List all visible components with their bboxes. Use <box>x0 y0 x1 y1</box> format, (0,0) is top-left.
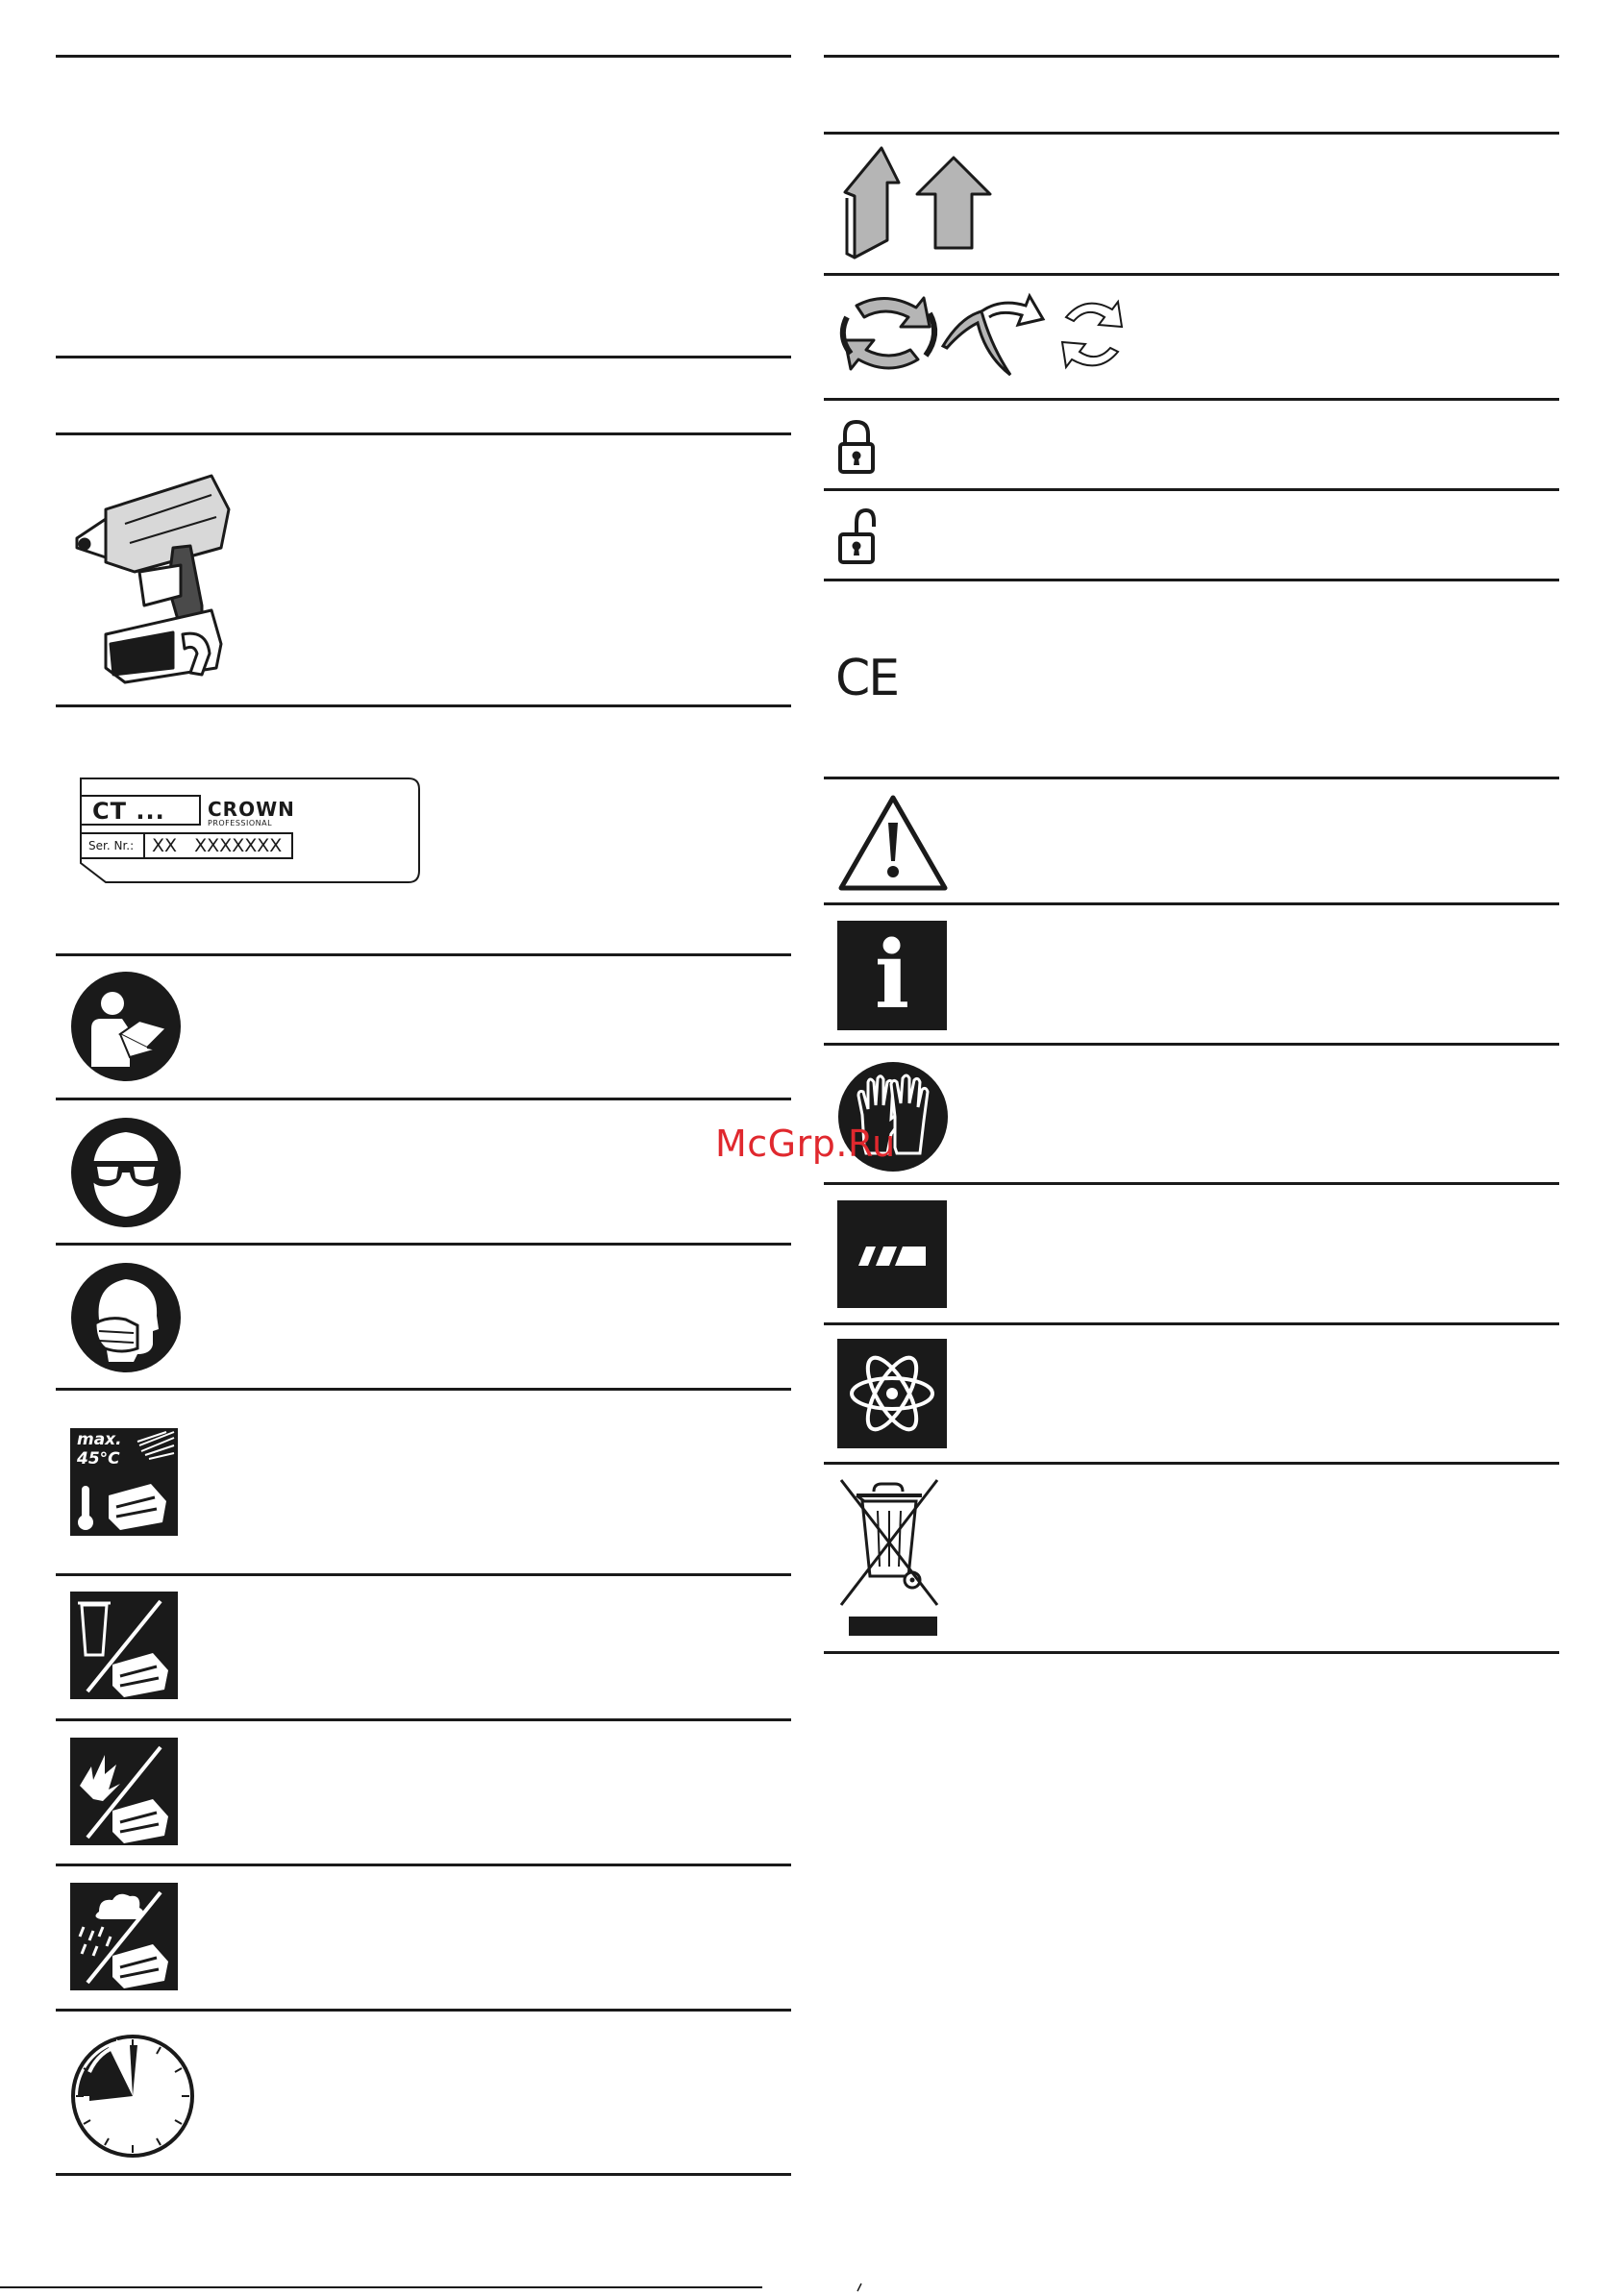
no-household-waste-icon <box>70 1592 178 1699</box>
divider <box>824 55 1559 58</box>
ce-mark-text: CE <box>835 650 899 707</box>
speed-up-arrows-icon <box>837 144 1010 263</box>
rating-label-icon <box>67 777 421 884</box>
ce-mark-icon <box>835 650 903 707</box>
label-brand: CROWN <box>208 798 295 821</box>
divider <box>56 1864 791 1866</box>
info-glyph: i <box>874 921 910 1029</box>
divider <box>824 1651 1559 1654</box>
divider <box>824 273 1559 276</box>
divider <box>56 432 791 435</box>
max-temp-line1: max. <box>77 1430 122 1449</box>
divider <box>56 1098 791 1100</box>
divider <box>56 1243 791 1246</box>
footer-mark <box>856 2278 865 2287</box>
lock-open-icon <box>837 507 876 565</box>
read-manual-icon <box>70 971 182 1082</box>
lock-closed-icon <box>837 419 876 475</box>
label-brand-sub: PROFESSIONAL <box>208 819 273 827</box>
label-serial-value: XX XXXXXXX <box>152 835 283 856</box>
atom-icon <box>837 1339 947 1448</box>
divider <box>56 1573 791 1576</box>
watermark: McGrp.Ru <box>715 1123 896 1165</box>
divider <box>56 356 791 358</box>
no-rain-icon <box>70 1883 178 1990</box>
max-temp-line2: 45°C <box>77 1449 120 1469</box>
divider <box>824 132 1559 135</box>
divider <box>56 953 791 956</box>
divider <box>824 579 1559 581</box>
divider <box>824 1182 1559 1185</box>
no-fire-icon <box>70 1738 178 1845</box>
divider <box>56 2173 791 2176</box>
label-serial-label: Ser. Nr.: <box>88 839 135 852</box>
divider <box>56 2009 791 2012</box>
max-temperature-icon <box>70 1428 178 1536</box>
divider <box>56 1388 791 1391</box>
divider <box>824 488 1559 491</box>
battery-charge-icon <box>837 1200 947 1308</box>
divider <box>56 55 791 58</box>
divider <box>824 1322 1559 1325</box>
drill-icon <box>67 452 231 692</box>
divider <box>824 777 1559 779</box>
weee-bin-icon <box>835 1476 943 1638</box>
safety-goggles-icon <box>70 1117 182 1228</box>
divider <box>56 1718 791 1721</box>
divider <box>824 398 1559 401</box>
charge-time-clock-icon <box>70 2034 195 2159</box>
divider <box>56 704 791 707</box>
footer-divider <box>0 2286 762 2288</box>
divider <box>824 902 1559 905</box>
rotation-direction-icon <box>837 288 1135 381</box>
divider <box>824 1043 1559 1046</box>
label-model: CT ... <box>92 798 165 825</box>
dust-mask-icon <box>70 1262 182 1373</box>
info-icon <box>837 921 947 1030</box>
divider <box>824 1462 1559 1465</box>
warning-triangle-icon <box>837 794 949 892</box>
